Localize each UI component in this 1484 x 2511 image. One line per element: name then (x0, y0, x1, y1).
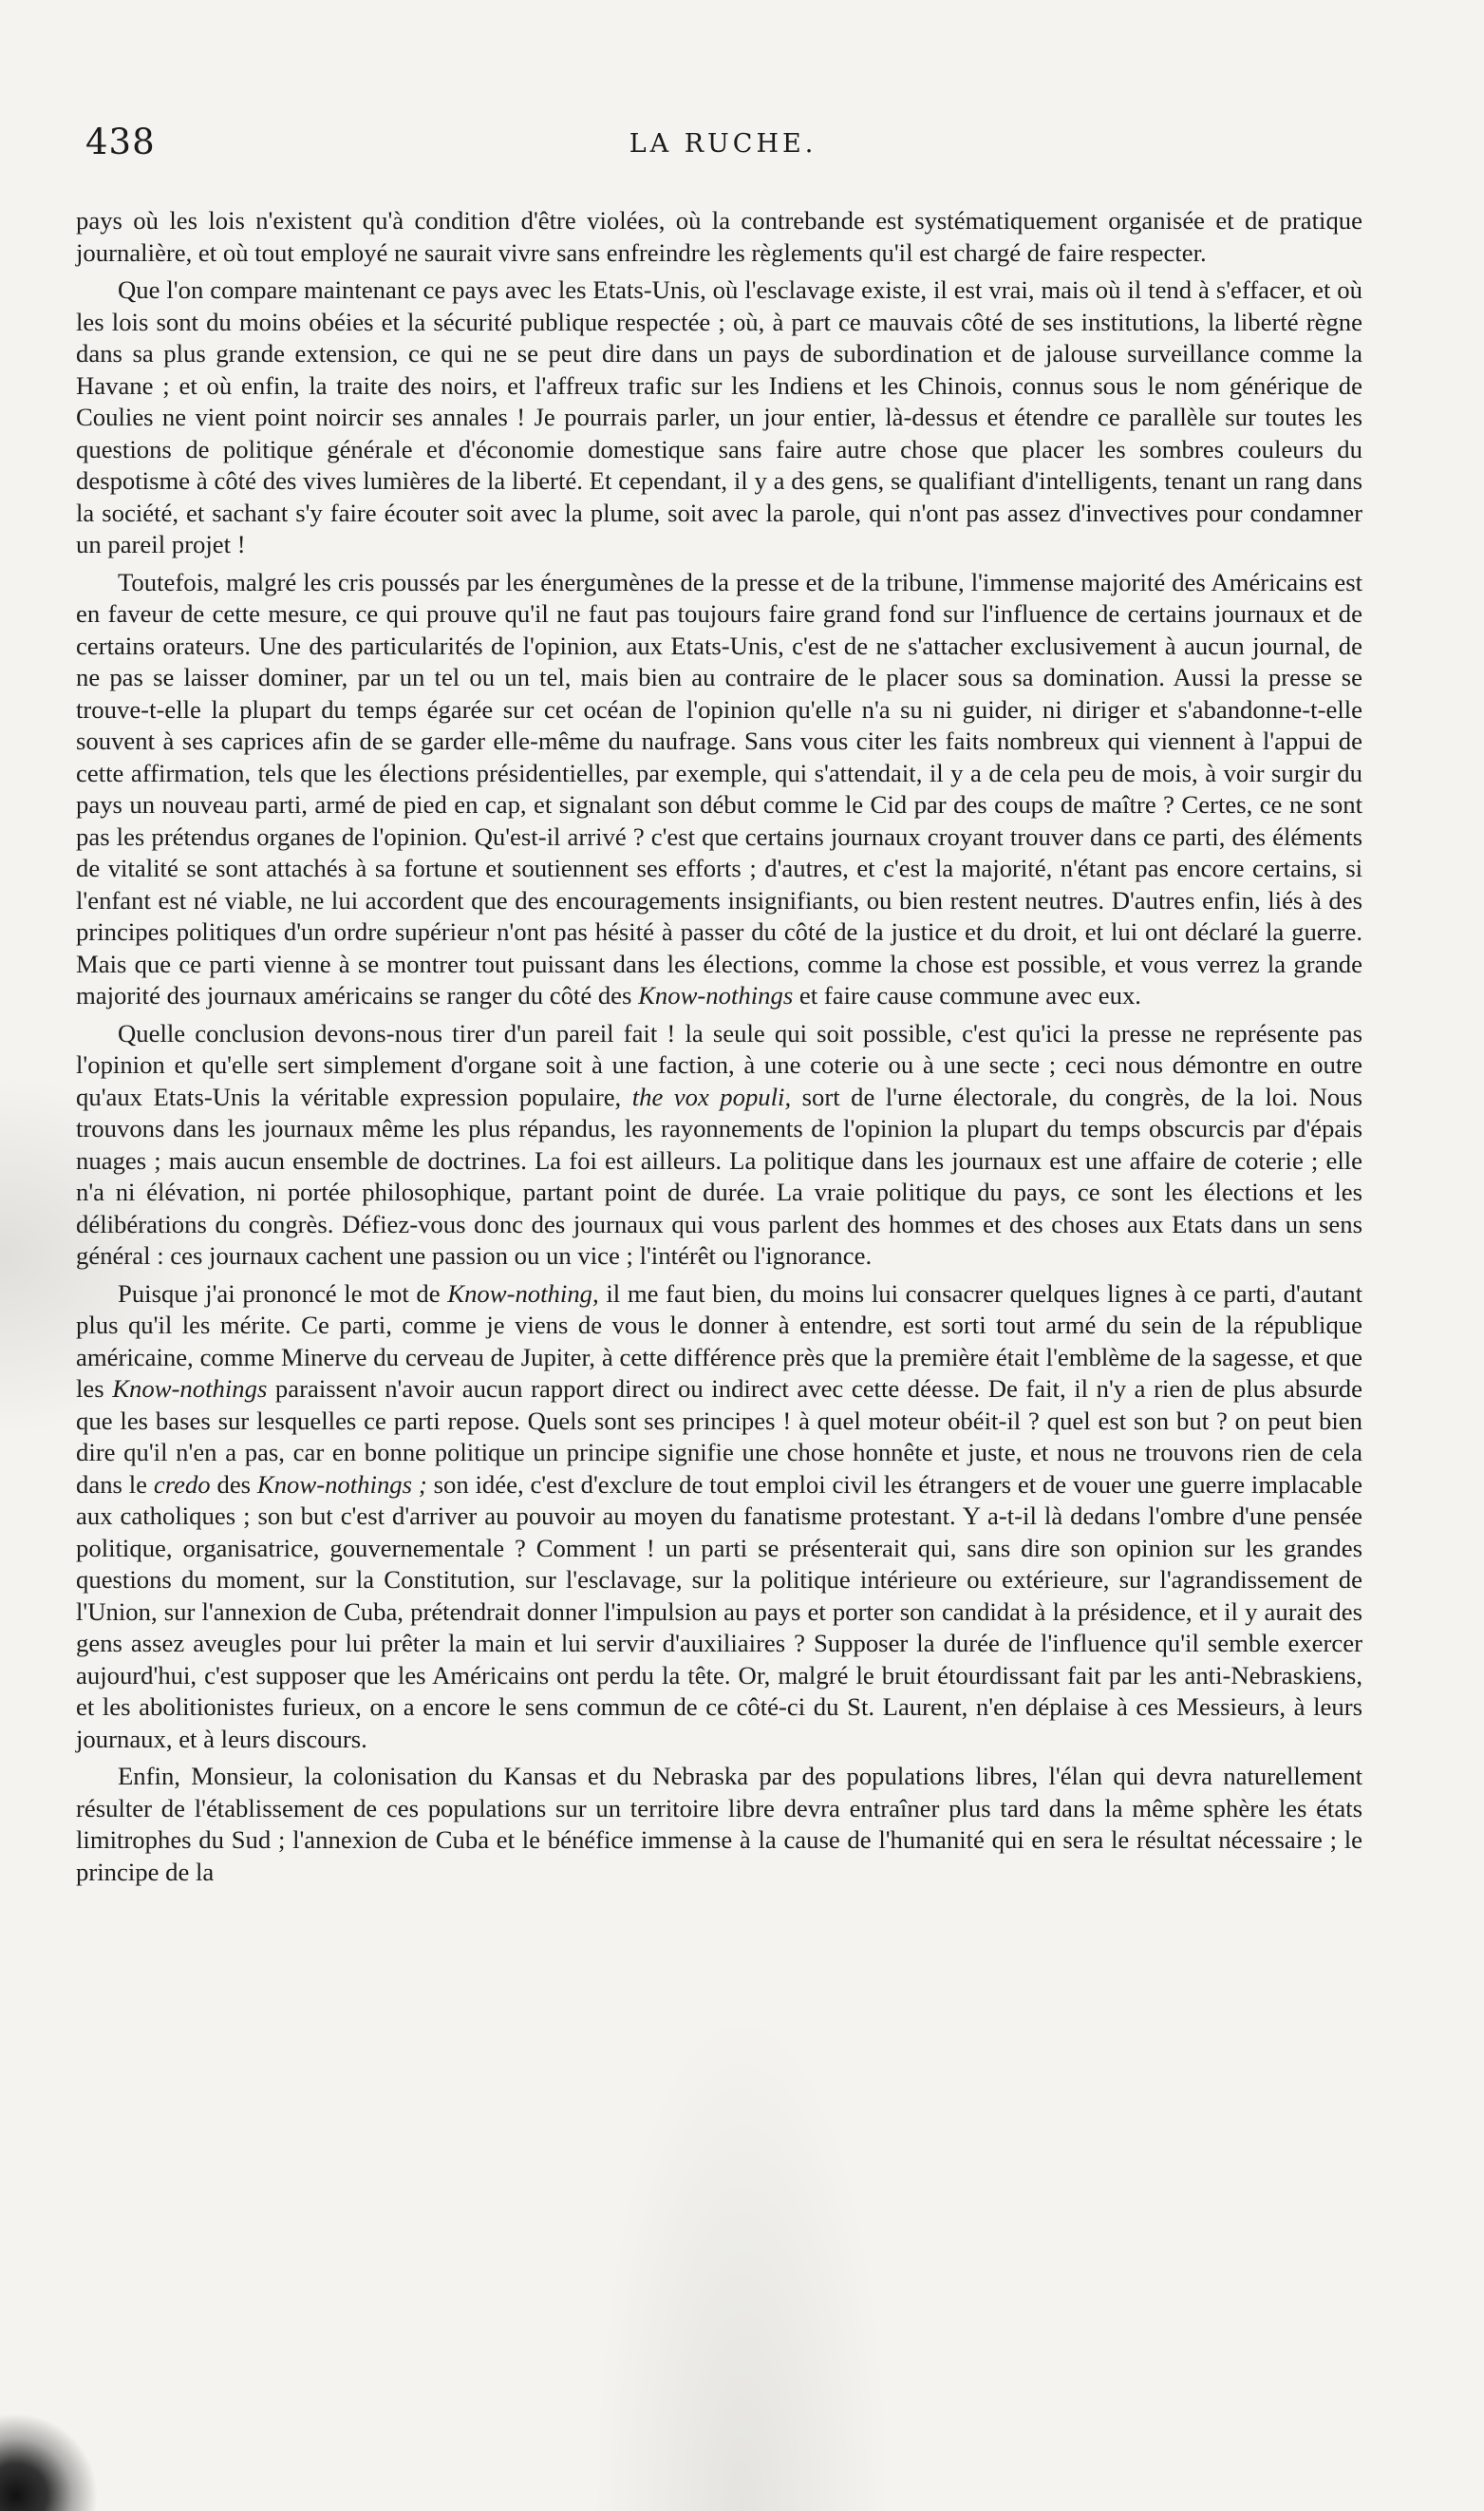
italic-text: Know-nothings (638, 981, 794, 1010)
paragraph-text: il me faut bien, du moins lui consacrer quelques lignes à ce parti, d'autant plus qu'il les mérite. Ce parti, comme je viens de vous le donner à entendre, est sorti tout armé du sein de la république américaine, comme Minerve du cerveau de Jupiter, à cette différence près que la première était l'emblème de la sagesse, et que les (76, 1278, 1363, 1403)
paragraph (76, 274, 1362, 561)
scan-blemish (0, 2407, 104, 2511)
paragraph-text: son idée, c'est d'exclure de tout emploi civil les étrangers et de vouer une guerre implacable aux catholiques ; son but c'est d'arriver au pouvoir au moyen du fanatisme protestant. Y a-t-il là dedans l'ombre d'une pensée politique, organisatrice, gouvernementale ? Comment ! un parti se présenterait qui, sans dire son opinion sur les grandes questions du moment, sur la Constitution, sur l'esclavage, sur la politique intérieure ou extérieure, sur l'agrandissement de l'Union, sur l'annexion de Cuba, prétendrait donner l'impulsion au pays et porter son candidat à la présidence, et il y aurait des gens assez aveugles pour lui prêter la main et lui servir d'auxiliaires ? Supposer la durée de l'influence qu'il semble exercer aujourd'hui, c'est supposer que les Américains ont perdu la tête. Or, malgré le bruit étourdissant fait par les anti-Nebraskiens, et les abolitionistes furieux, on a encore le sens commun de ce côté-ci du St. Laurent, n'en déplaise à ces Messieurs, à leurs journaux, et à leurs discours. (76, 1469, 1363, 1753)
paragraph-text: des (210, 1469, 257, 1499)
paragraph-text: sort de l'urne électorale, du congrès, de la loi. Nous trouvons dans les journaux même les plus répandus, les rayonnements de l'opinion la plupart du temps obscurcis par d'épais nuages ; mais aucun ensemble de doctrines. La foi est ailleurs. La politique dans les journaux est une affaire de coterie ; elle n'a ni élévation, ni portée philosophique, partant point de durée. La vraie politique du pays, ce sont les élections et les délibérations du congrès. Défiez-vous donc des journaux qui vous parlent des hommes et des choses aux Etats dans un sens général : ces journaux cachent une passion ou un vice ; l'intérêt ou l'ignorance. (76, 1082, 1363, 1270)
paragraph (76, 567, 1362, 1012)
page-header (76, 122, 1370, 169)
paragraph (76, 1018, 1362, 1273)
paragraph-text: Que l'on compare maintenant ce pays avec les Etats-Unis, où l'esclavage existe, il est vrai, mais où il tend à s'effacer, et où les lois sont du moins obéies et la sécurité publique respectée ; où, à part ce mauvais côté de ses institutions, la liberté règne dans sa plus grande extension, ce qui ne se peut dire dans un pays de subordination et de jalouse surveillance comme la Havane ; et où enfin, la traite des noirs, et l'affreux trafic sur les Indiens et les Chinois, connus sous le nom générique de Coulies ne vient point noircir ses annales ! Je pourrais parler, un jour entier, là-dessus et étendre ce parallèle sur toutes les questions de politique générale et d'économie domestique sans faire autre chose que placer les sombres couleurs du despotisme à côté des vives lumières de la liberté. Et cependant, il y a des gens, se qualifiant d'intelligents, tenant un rang dans la société, et sachant s'y faire écouter soit avec la plume, soit avec la parole, qui n'ont pas assez d'invectives pour condamner un pareil projet ! (76, 275, 1362, 558)
paragraph-text: Puisque j'ai prononcé le mot de (118, 1278, 448, 1308)
italic-text: Know-nothings (112, 1374, 268, 1403)
italic-text: Know-nothings ; (256, 1469, 427, 1499)
paragraph (76, 1278, 1362, 1756)
paragraph-text: paraissent n'avoir aucun rapport direct ou indirect avec cette déesse. De fait, il n'y a rien de plus absurde que les bases sur lesquelles ce parti repose. Quels sont ses principes ! à quel moteur obéit-il ? quel est son but ? on peut bien dire qu'il n'en a pas, car en bonne politique un principe signifie une chose honnête et juste, et nous ne trouvons rien de cela dans le (76, 1374, 1362, 1499)
page-number: 438 (85, 122, 156, 162)
italic-text: the vox populi, (631, 1082, 792, 1111)
italic-text: Know-nothing, (447, 1278, 599, 1308)
paragraph-text: Enfin, Monsieur, la colonisation du Kansas et du Nebraska par des populations libres, l'élan qui devra naturellement résulter de l'établissement de ces populations sur un territoire libre devra entraîner plus tard dans la même sphère les états limitrophes du Sud ; l'annexion de Cuba et le bénéfice immense à la cause de l'humanité qui en sera le résultat nécessaire ; le principe de la (76, 1762, 1362, 1886)
paragraph (76, 205, 1362, 269)
paragraph (76, 1761, 1362, 1888)
italic-text: credo (153, 1469, 211, 1499)
paragraph-text: Toutefois, malgré les cris poussés par les énergumènes de la presse et de la tribune, l'immense majorité des Américains est en faveur de cette mesure, ce qui prouve qu'il ne faut pas toujours faire grand fond sur l'influence de certains journaux et de certains orateurs. Une des particularités de l'opinion, aux Etats-Unis, c'est de ne s'attacher exclusivement à aucun journal, de ne pas se laisser dominer, par un tel ou un tel, mais bien au contraire de le placer sous sa domination. Aussi la presse se trouve-t-elle la plupart du temps égarée sur cet océan de l'opinion qu'elle n'a su ni guider, ni diriger et s'abandonne-t-elle souvent à ses caprices afin de se garder elle-même du naufrage. Sans vous citer les faits nombreux qui viennent à l'appui de cette affirmation, tels que les élections présidentielles, par exemple, qui s'attendait, il y a de cela peu de mois, à voir surgir du pays un nouveau parti, armé de pied en cap, et signalant son début comme le Cid par des coups de maître ? Certes, ce ne sont pas les prétendus organes de l'opinion. Qu'est-il arrivé ? c'est que certains journaux croyant trouver dans ce parti, des éléments de vitalité se sont attachés à sa fortune et soutiennent ses efforts ; d'autres, et c'est la majorité, n'étant pas encore certains, si l'enfant est né viable, ne lui accordent que des encouragements insignifiants, ou bien restent neutres. D'autres enfin, liés à des principes politiques d'un ordre supérieur n'ont pas hésité à passer du côté de la justice et du droit, et lui ont déclaré la guerre. Mais que ce parti vienne à se montrer tout puissant dans les élections, comme la chose est possible, et vous verrez la grande majorité des journaux américains se ranger du côté des (76, 567, 1362, 1010)
paragraph-text: et faire cause commune avec eux. (793, 981, 1141, 1010)
paragraph-text: pays où les lois n'existent qu'à condition d'être violées, où la contrebande est systématiquement organisée et de pratique journalière, et où tout employé ne saurait vivre sans enfreindre les règlements qu'il est chargé de faire respecter. (76, 206, 1362, 267)
paragraph-text: Quelle conclusion devons-nous tirer d'un pareil fait ! la seule qui soit possible, c'est qu'ici la presse ne représente pas l'opinion et qu'elle sert simplement d'organe soit à une faction, à une coterie ou à une secte ; ceci nous démontre en outre qu'aux Etats-Unis la véritable expression populaire, (76, 1018, 1362, 1111)
running-title: LA RUCHE. (629, 129, 817, 159)
article-body (76, 205, 1362, 1894)
